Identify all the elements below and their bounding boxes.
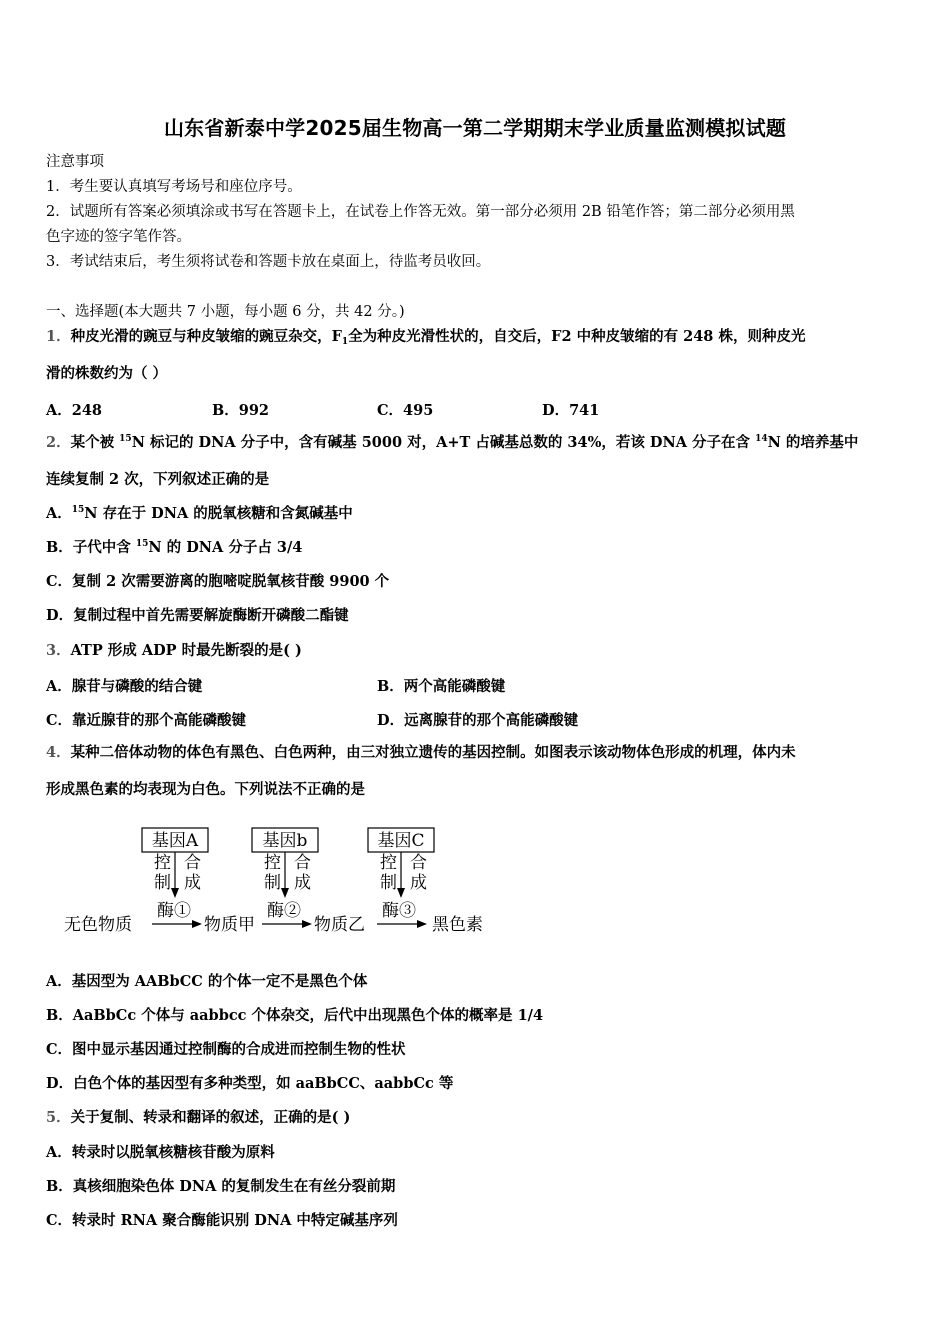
q1-option-d: D．741 xyxy=(542,402,600,419)
q3-option-b: B．两个高能磷酸键 xyxy=(377,678,506,695)
notice-heading: 注意事项 xyxy=(46,154,104,170)
q3-option-c: C．靠近腺苷的那个高能磷酸键 xyxy=(46,712,247,729)
substance-melanin: 黑色素 xyxy=(432,915,483,935)
arrow-down-icon xyxy=(281,888,289,898)
control-label-c: 控制 xyxy=(380,853,397,893)
arrow-right-icon xyxy=(417,920,427,928)
control-label-b: 控制 xyxy=(264,853,281,893)
gene-a-label: 基因A xyxy=(151,831,199,851)
q2-option-c: C．复制 2 次需要游离的胞嘧啶脱氧核苷酸 9900 个 xyxy=(46,573,390,590)
q1-option-a: A．248 xyxy=(46,402,103,419)
question-2-stem-cont: 连续复制 2 次，下列叙述正确的是 xyxy=(46,471,270,488)
q5-option-b: B．真核细胞染色体 DNA 的复制发生在有丝分裂前期 xyxy=(46,1178,396,1195)
substance-yi: 物质乙 xyxy=(314,915,365,935)
q1-option-b: B．992 xyxy=(212,402,270,419)
q4-option-a: A．基因型为 AABbCC 的个体一定不是黑色个体 xyxy=(46,973,368,990)
q5-option-a: A．转录时以脱氧核糖核苷酸为原料 xyxy=(46,1144,275,1161)
q2-option-b: B．子代中含 $^{15}$N 的 DNA 分子占 3/4 xyxy=(46,539,303,556)
q1-option-c: C．495 xyxy=(377,402,434,419)
q4-option-d: D．白色个体的基因型有多种类型，如 aaBbCC、aabbCc 等 xyxy=(46,1075,454,1092)
question-number: 1． xyxy=(46,328,71,345)
enzyme-2-label: 酶② xyxy=(267,901,301,921)
notice-item-3: 3．考试结束后，考生须将试卷和答题卡放在桌面上，待监考员收回。 xyxy=(46,254,491,270)
notice-item-2-cont: 色字迹的签字笔作答。 xyxy=(46,229,191,245)
notice-item-1: 1．考生要认真填写考场号和座位序号。 xyxy=(46,179,302,195)
notice-item-2: 2．试题所有答案必须填涂或书写在答题卡上，在试卷上作答无效。第一部分必须用 2B 铅笔作答；第二部分必须用黑 xyxy=(46,204,795,220)
q2-option-d: D．复制过程中首先需要解旋酶断开磷酸二酯键 xyxy=(46,607,349,624)
control-label-a: 控制 xyxy=(154,853,171,893)
arrow-right-icon xyxy=(192,920,202,928)
question-2-stem: 2．某个被 $^{15}$N 标记的 DNA 分子中，含有碱基 5000 对，A+T 占碱基总数的 34%，若该 DNA 分子在含 $^{14}$N 的培养基中 xyxy=(46,434,859,451)
arrow-down-icon xyxy=(397,888,405,898)
synth-label-c: 合成 xyxy=(410,853,427,893)
q5-option-c: C．转录时 RNA 聚合酶能识别 DNA 中特定碱基序列 xyxy=(46,1212,398,1229)
arrow-right-icon xyxy=(302,920,312,928)
synth-label-b: 合成 xyxy=(294,853,311,893)
q3-option-a: A．腺苷与磷酸的结合键 xyxy=(46,678,203,695)
question-1-stem-cont: 滑的株数约为（ ） xyxy=(46,365,168,382)
q4-option-b: B．AaBbCc 个体与 aabbcc 个体杂交，后代中出现黑色个体的概率是 1/4 xyxy=(46,1007,544,1024)
enzyme-3-label: 酶③ xyxy=(382,901,416,921)
arrow-down-icon xyxy=(171,888,179,898)
q3-option-d: D．远离腺苷的那个高能磷酸键 xyxy=(377,712,579,729)
exam-title: 山东省新泰中学2025届生物高一第二学期期末学业质量监测模拟试题 xyxy=(163,116,787,140)
q2-option-a: A．$^{15}$N 存在于 DNA 的脱氧核糖和含氮碱基中 xyxy=(46,505,353,522)
question-5-stem: 5．关于复制、转录和翻译的叙述，正确的是( ) xyxy=(46,1109,351,1126)
question-4-stem: 4．某种二倍体动物的体色有黑色、白色两种，由三对独立遗传的基因控制。如图表示该动物体色形成的机理，体内未 xyxy=(46,744,796,761)
gene-b-label: 基因b xyxy=(262,831,308,851)
gene-c-label: 基因C xyxy=(377,831,425,851)
substance-colorless: 无色物质 xyxy=(64,915,132,935)
substance-jia: 物质甲 xyxy=(204,915,255,935)
pigment-pathway-diagram xyxy=(60,822,510,940)
question-1-stem: 1．种皮光滑的豌豆与种皮皱缩的豌豆杂交，$F_1$全为种皮光滑性状的，自交后，F2 中种皮皱缩的有 248 株，则种皮光 xyxy=(46,328,806,347)
synth-label-a: 合成 xyxy=(184,853,201,893)
enzyme-1-label: 酶① xyxy=(157,901,191,921)
question-4-stem-cont: 形成黑色素的均表现为白色。下列说法不正确的是 xyxy=(46,781,365,798)
q4-option-c: C．图中显示基因通过控制酶的合成进而控制生物的性状 xyxy=(46,1041,406,1058)
question-3-stem: 3．ATP 形成 ADP 时最先断裂的是( ) xyxy=(46,642,302,659)
section-heading: 一、选择题(本大题共 7 小题，每小题 6 分，共 42 分。) xyxy=(46,304,405,320)
